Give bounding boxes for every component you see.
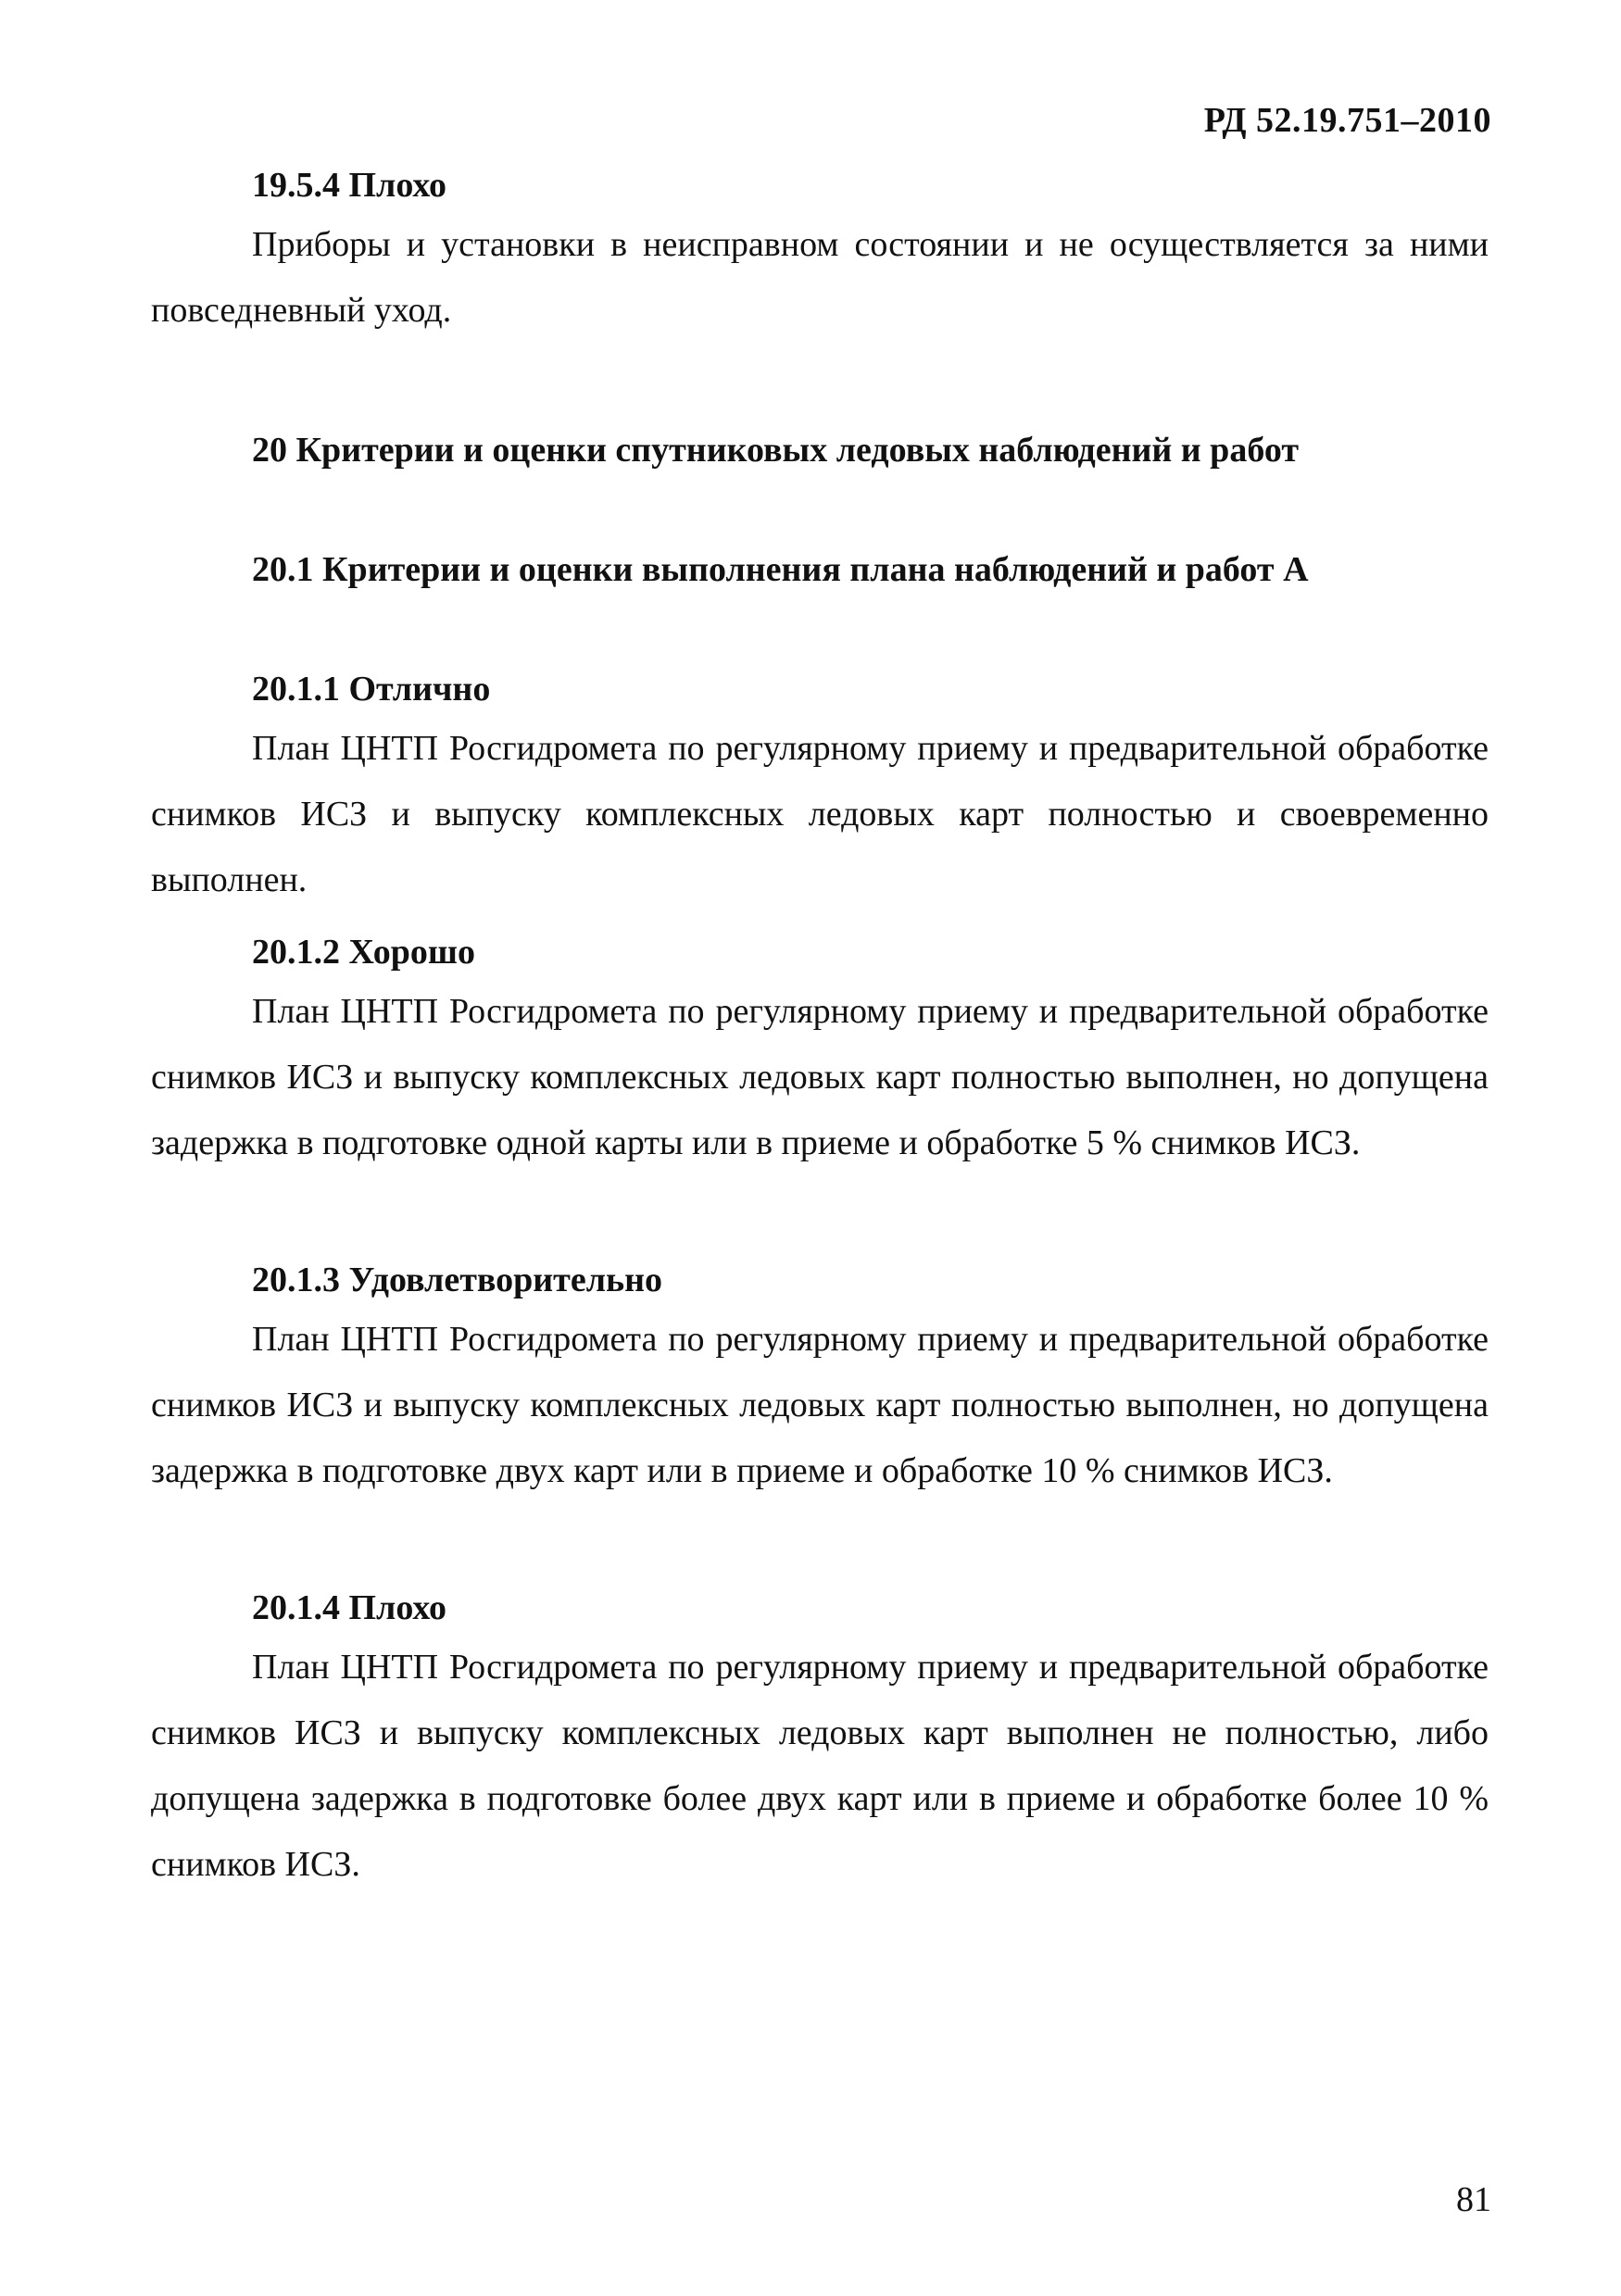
section-body-20-1-4 xyxy=(151,1635,1489,1898)
paragraph-20-1-1: План ЦНТП Росгидромета по регулярному приему и предварительной обработке снимков ИСЗ и выпуску комплексных ледовых карт полностью и своевременно выполнен. xyxy=(151,729,1489,899)
paragraph-19-5-4: Приборы и установки в неисправном состоянии и не осуществляется за ними повседневный уход. xyxy=(151,225,1489,330)
document-id-header: РД 52.19.751–2010 xyxy=(1203,101,1491,140)
section-body-19-5-4 xyxy=(151,212,1489,344)
paragraph-20-1-2: План ЦНТП Росгидромета по регулярному приему и предварительной обработке снимков ИСЗ и выпуску комплексных ледовых карт полностью выполнен, но допущена задержка в подготовке одной карты или в приеме и обработке 5 % снимков ИСЗ. xyxy=(151,992,1489,1162)
section-heading-19-5-4: 19.5.4 Плохо xyxy=(252,166,446,205)
section-heading-20-1-4: 20.1.4 Плохо xyxy=(252,1588,446,1627)
section-heading-20-1-2: 20.1.2 Хорошо xyxy=(252,933,475,972)
section-heading-20: 20 Критерии и оценки спутниковых ледовых наблюдений и работ xyxy=(252,431,1299,470)
section-body-20-1-1 xyxy=(151,716,1489,913)
section-heading-20-1-1: 20.1.1 Отлично xyxy=(252,670,491,709)
paragraph-20-1-3: План ЦНТП Росгидромета по регулярному приему и предварительной обработке снимков ИСЗ и выпуску комплексных ледовых карт полностью выполнен, но допущена задержка в подготовке двух карт или в приеме и обработке 10 % снимков ИСЗ. xyxy=(151,1320,1489,1490)
section-body-20-1-3 xyxy=(151,1307,1489,1504)
section-heading-20-1: 20.1 Критерии и оценки выполнения плана наблюдений и работ А xyxy=(252,550,1309,589)
section-heading-20-1-3: 20.1.3 Удовлетворительно xyxy=(252,1261,663,1299)
section-body-20-1-2 xyxy=(151,979,1489,1176)
paragraph-20-1-4: План ЦНТП Росгидромета по регулярному приему и предварительной обработке снимков ИСЗ и выпуску комплексных ледовых карт выполнен не полностью, либо допущена задержка в подготовке более двух карт или в приеме и обработке более 10 % снимков ИСЗ. xyxy=(151,1648,1489,1884)
page-number: 81 xyxy=(1456,2180,1491,2219)
